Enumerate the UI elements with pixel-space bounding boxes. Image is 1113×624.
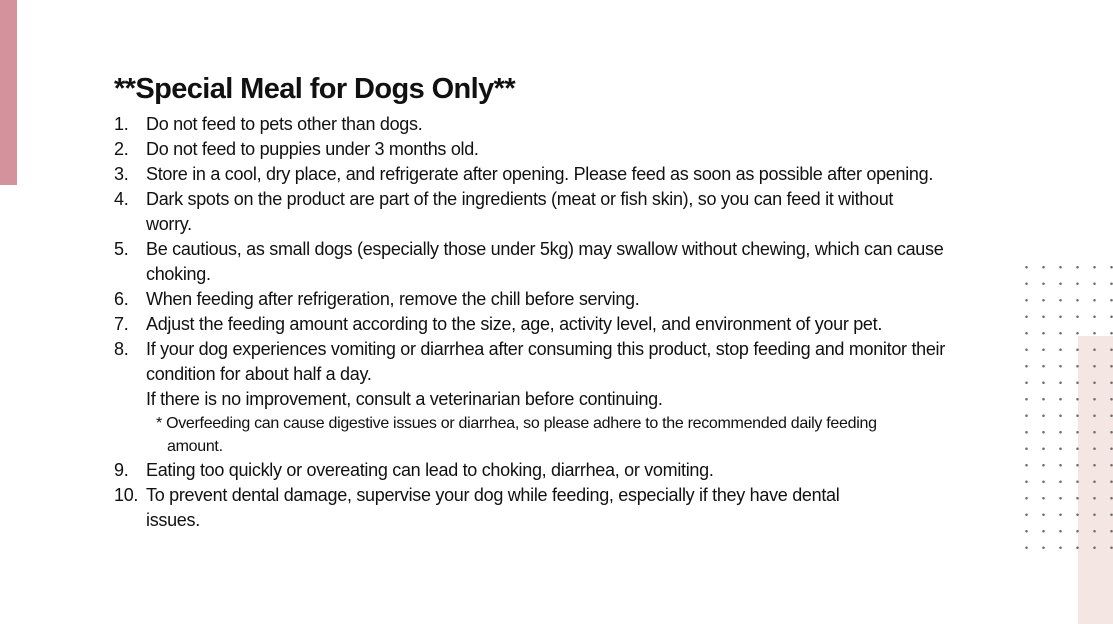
- item-number: 2.: [114, 139, 129, 159]
- item-number: 3.: [114, 164, 129, 184]
- accent-bar: [0, 0, 17, 185]
- item-number: 4.: [114, 189, 129, 209]
- list-item-4: [114, 187, 984, 237]
- item-body: [146, 337, 946, 458]
- item-text: Do not feed to puppies under 3 months old.: [146, 139, 479, 159]
- item-number: 8.: [114, 339, 129, 359]
- item-text: If your dog experiences vomiting or diarrhea after consuming this product, stop feeding and monitor their condition for about half a day.: [146, 339, 945, 384]
- item-text: Be cautious, as small dogs (especially those under 5kg) may swallow without chewing, which can cause choking.: [146, 239, 944, 284]
- notice-content: [114, 70, 984, 533]
- item-text: Do not feed to pets other than dogs.: [146, 114, 423, 134]
- list-item-3: [114, 162, 984, 187]
- item-text: Eating too quickly or overeating can lead to choking, diarrhea, or vomiting.: [146, 460, 714, 480]
- item-text: Adjust the feeding amount according to the size, age, activity level, and environment of your pet.: [146, 314, 883, 334]
- notice-list: [114, 112, 984, 533]
- item-text: Store in a cool, dry place, and refrigerate after opening. Please feed as soon as possible after opening.: [146, 164, 934, 184]
- list-item-6: [114, 287, 984, 312]
- list-item-10: [114, 483, 984, 533]
- item-number: 1.: [114, 114, 129, 134]
- item-note: * Overfeeding can cause digestive issues or diarrhea, so please adhere to the recommended daily feeding amount.: [156, 415, 877, 455]
- list-item-5: [114, 237, 984, 287]
- item-text: When feeding after refrigeration, remove the chill before serving.: [146, 289, 640, 309]
- item-number: 5.: [114, 239, 129, 259]
- list-item-8: [114, 337, 984, 458]
- page-title: **Special Meal for Dogs Only**: [114, 73, 516, 105]
- item-number: 6.: [114, 289, 129, 309]
- item-number: 10.: [114, 485, 139, 505]
- item-text: To prevent dental damage, supervise your dog while feeding, especially if they have dental issues.: [146, 485, 840, 530]
- list-item-7: [114, 312, 984, 337]
- item-continuation: If there is no improvement, consult a veterinarian before continuing.: [146, 389, 663, 409]
- item-number: 9.: [114, 460, 129, 480]
- list-item-9: [114, 458, 984, 483]
- list-item-1: [114, 112, 984, 137]
- dot-pattern-decoration: [1018, 259, 1113, 549]
- list-item-2: [114, 137, 984, 162]
- item-text: Dark spots on the product are part of the ingredients (meat or fish skin), so you can feed it without worry.: [146, 189, 894, 234]
- item-number: 7.: [114, 314, 129, 334]
